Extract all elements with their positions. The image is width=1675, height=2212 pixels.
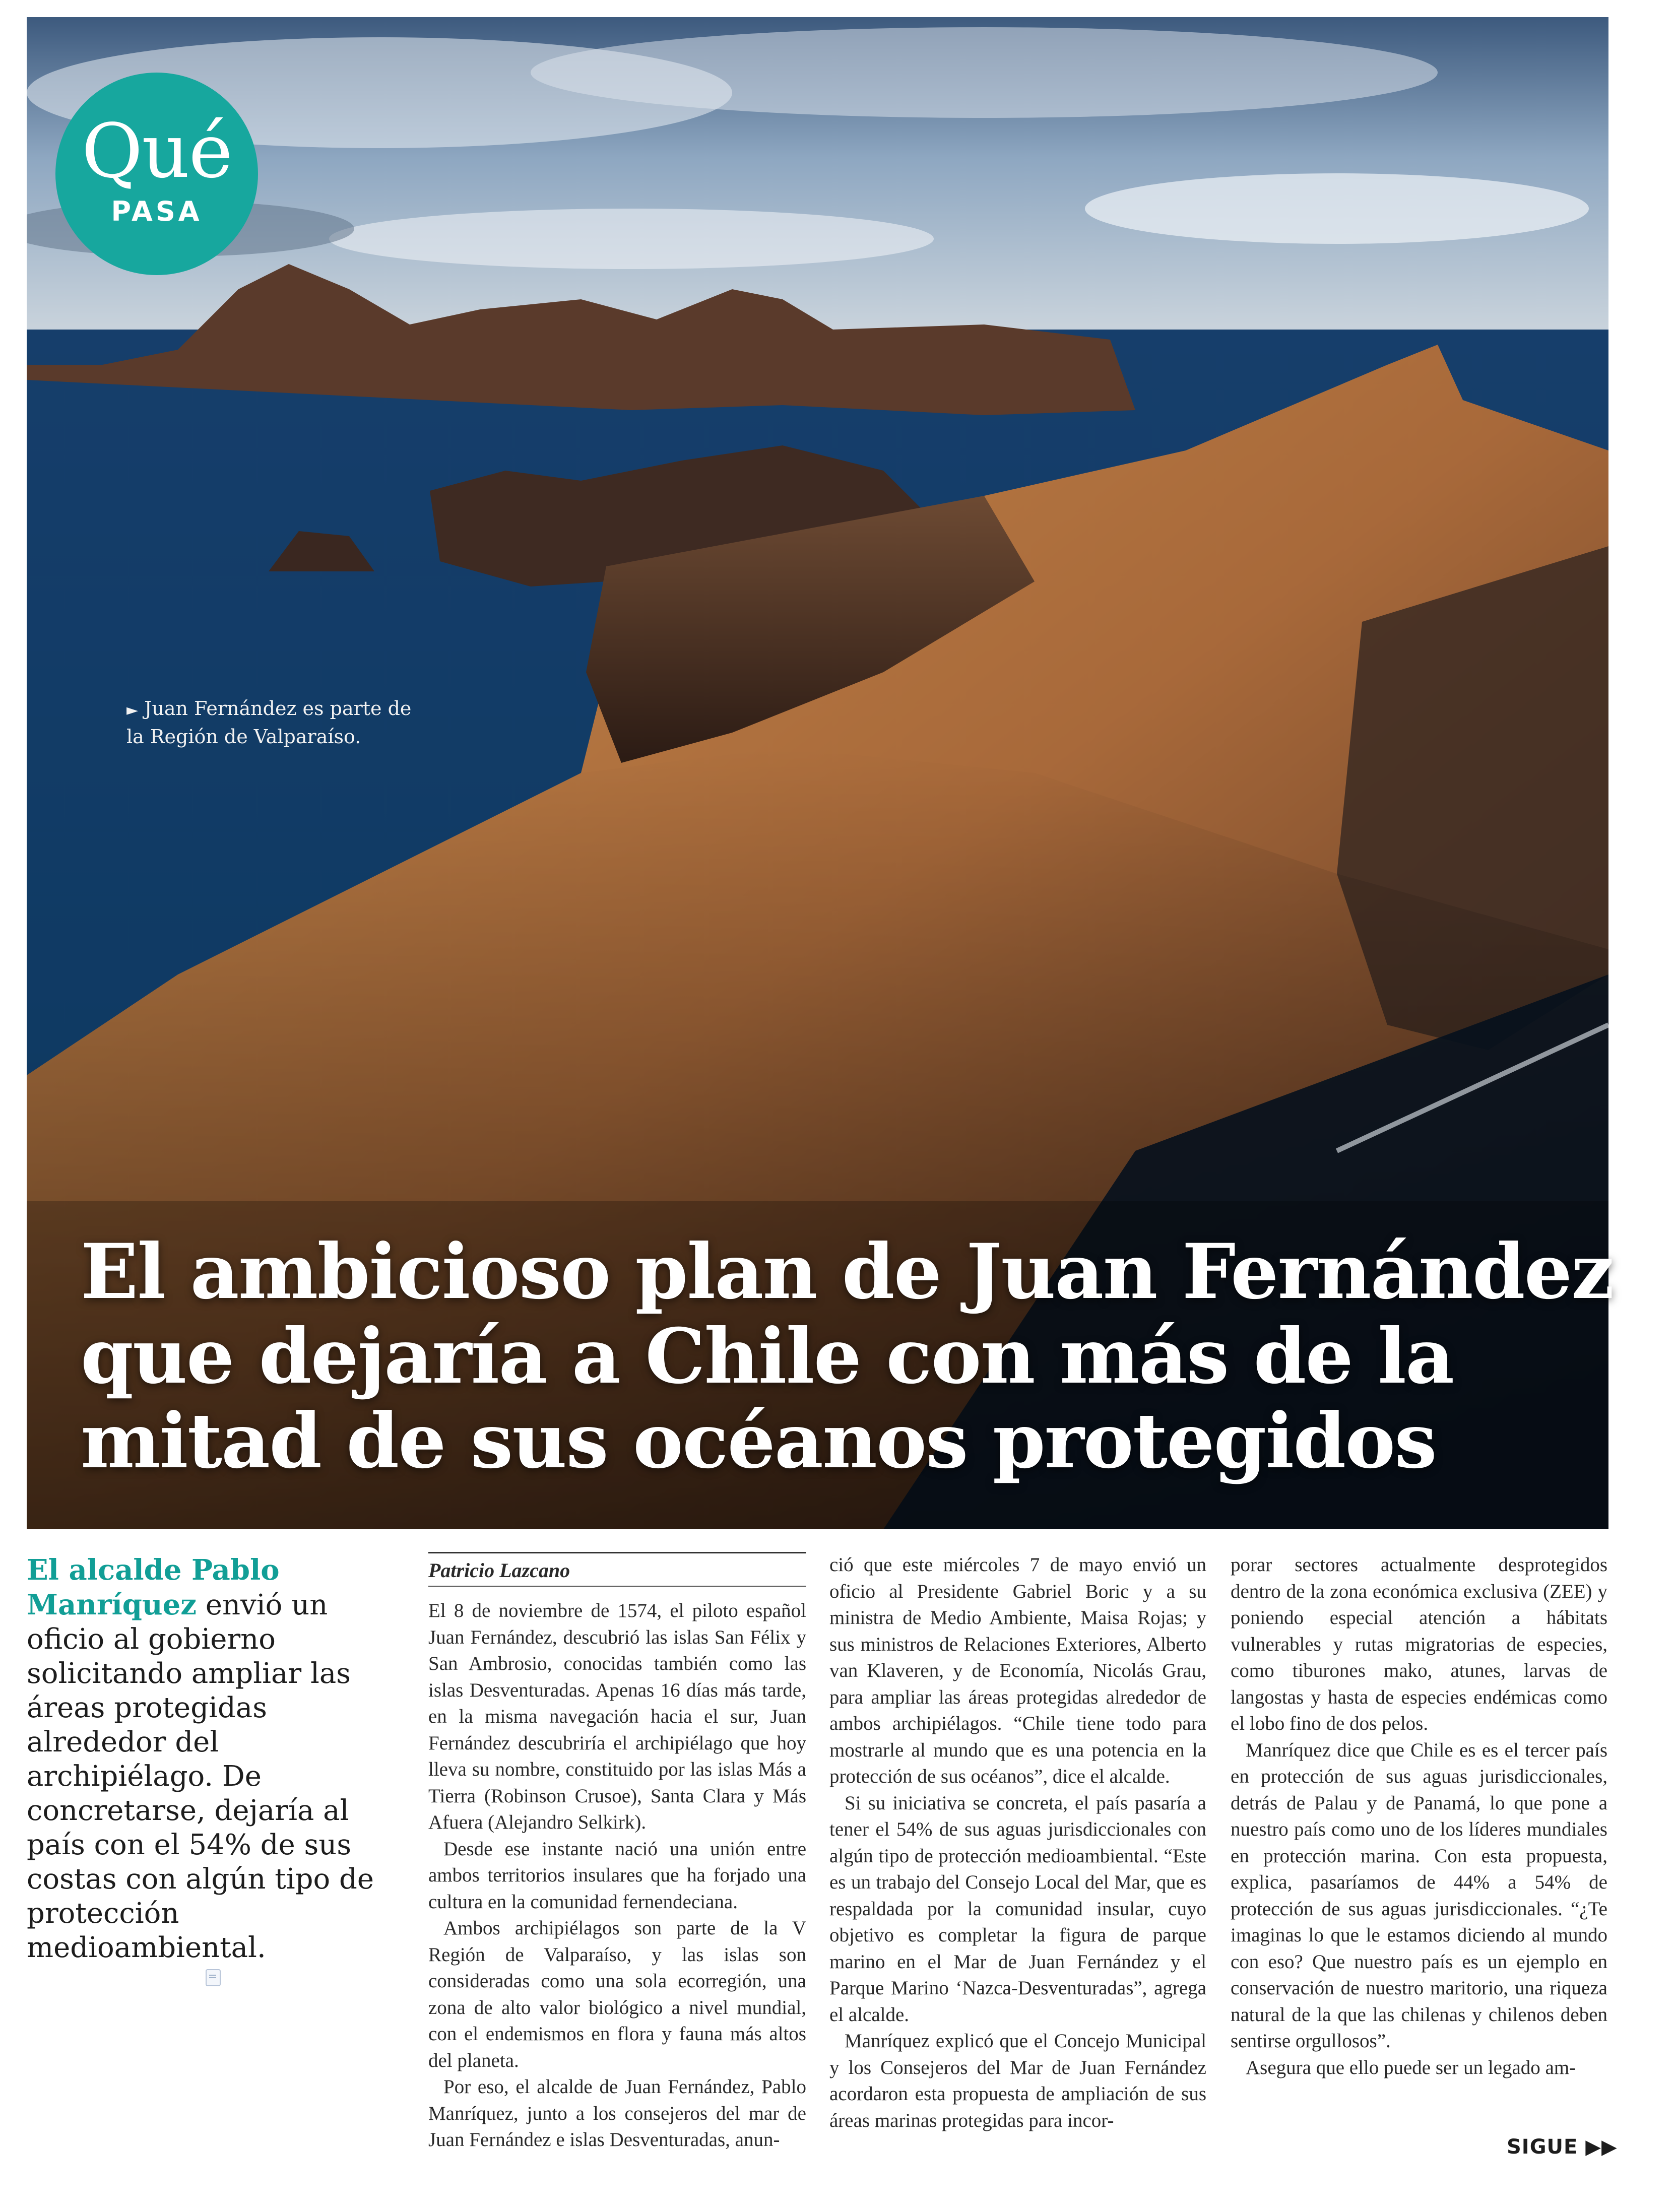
que-pasa-logo	[55, 73, 258, 275]
paragraph: Asegura que ello puede ser un legado am-	[1246, 2056, 1576, 2078]
headline-line-1: El ambicioso plan de Juan Fernández	[81, 1227, 1614, 1316]
paragraph: Desde ese instante nació una unión entre ambos territorios insulares que ha forjado una cultura en la comunidad fernendeciana.	[428, 1838, 806, 1913]
paragraph: Manríquez explicó que el Concejo Municipal y los Consejeros del Mar de Juan Fernández acordaron esta propuesta de ampliación de sus áreas marinas protegidas para incor-	[829, 2030, 1206, 2131]
caption-arrow-icon: ►	[126, 701, 139, 719]
headline	[81, 1227, 1614, 1485]
logo-pasa: PASA	[111, 196, 203, 227]
article-column-1	[428, 1552, 806, 2154]
paragraph: Ambos archipiélagos son parte de la V Región de Valparaíso, y las islas son consideradas como una sola ecorregión, una zona de alto valor biológico a nivel mundial, con el endemismos en flora y fauna más altos del planeta.	[428, 1917, 806, 2071]
paragraph: El 8 de noviembre de 1574, el piloto español Juan Fernández, descubrió las islas San Félix y San Ambrosio, conocidas también como las islas Desventuradas. Apenas 16 días más tarde, en la misma navegación hacia el sur, Juan Fernández descubriría el archipiélago que hoy lleva su nombre, constituido por las islas Más a Tierra (Robinson Crusoe), Santa Clara y Más Afuera (Alejandro Selkirk).	[428, 1600, 806, 1833]
paragraph: Por eso, el alcalde de Juan Fernández, Pablo Manríquez, junto a los consejeros del mar de Juan Fernández e islas Desventuradas, anun-	[428, 2076, 806, 2151]
article-column-3	[1231, 1552, 1607, 2081]
note-icon[interactable]	[206, 1969, 221, 1986]
photo-caption	[126, 695, 429, 750]
headline-line-3: mitad de sus océanos protegidos	[81, 1397, 1436, 1485]
continue-label[interactable]: SIGUE ▶▶	[1507, 2135, 1618, 2159]
lead-paragraph	[27, 1553, 400, 1965]
logo-que: Qué	[81, 108, 232, 194]
byline: Patricio Lazcano	[428, 1552, 806, 1587]
paragraph: Si su iniciativa se concreta, el país pasaría a tener el 54% de sus aguas jurisdiccionales con algún tipo de protección medioambiental. “Este es un trabajo del Consejo Local del Mar, que es respaldada por la comunidad insular, cuyo objetivo es completar la figura de parque marino en el Mar de Juan Fernández y el Parque Marino ‘Nazca-Desventuradas”, agrega el alcalde.	[829, 1792, 1206, 2026]
caption-text: Juan Fernández es parte de la Región de Valparaíso.	[126, 697, 412, 748]
headline-line-2: que dejaría a Chile con más de la	[81, 1312, 1454, 1401]
lead-text: envió un oficio al gobierno solicitando ampliar las áreas protegidas alrededor del archipiélago. De concretarse, dejaría al país con el 54% de sus costas con algún tipo de protección medioambiental.	[27, 1589, 374, 1964]
paragraph: porar sectores actualmente desprotegidos dentro de la zona económica exclusiva (ZEE) y poniendo especial atención a hábitats vulnerables y rutas migratorias de especies, como tiburones mako, atunes, larvas de langostas y hasta de especies endémicas como el lobo fino de dos pelos.	[1231, 1554, 1607, 1734]
paragraph: ció que este miércoles 7 de mayo envió un oficio al Presidente Gabriel Boric y a su ministra de Medio Ambiente, Maisa Rojas; y sus ministros de Relaciones Exteriores, Alberto van Klaveren, y de Economía, Nicolás Grau, para ampliar las áreas protegidas alrededor de ambos archipiélagos. “Chile tiene todo para mostrarle al mundo que es una potencia en la protección de sus océanos”, dice el alcalde.	[829, 1554, 1206, 1787]
paragraph: Manríquez dice que Chile es es el tercer país en protección de sus aguas jurisdiccionales, detrás de Palau y de Panamá, lo que pone a nuestro país como uno de los líderes mundiales en protección marina. Con esta propuesta, explica, pasaríamos de 44% a 54% de protección de sus aguas jurisdiccionales. “¿Te imaginas lo que le estamos diciendo al mundo con eso? Que nuestro país es un ejemplo en conservación de nuestro maritorio, una riqueza natural de la que las chilenas y chilenos deben sentirse orgullosos”.	[1231, 1739, 1607, 2052]
article-column-2	[829, 1552, 1206, 2134]
lead-highlight: El alcalde Pablo Manríquez	[27, 1553, 280, 1621]
